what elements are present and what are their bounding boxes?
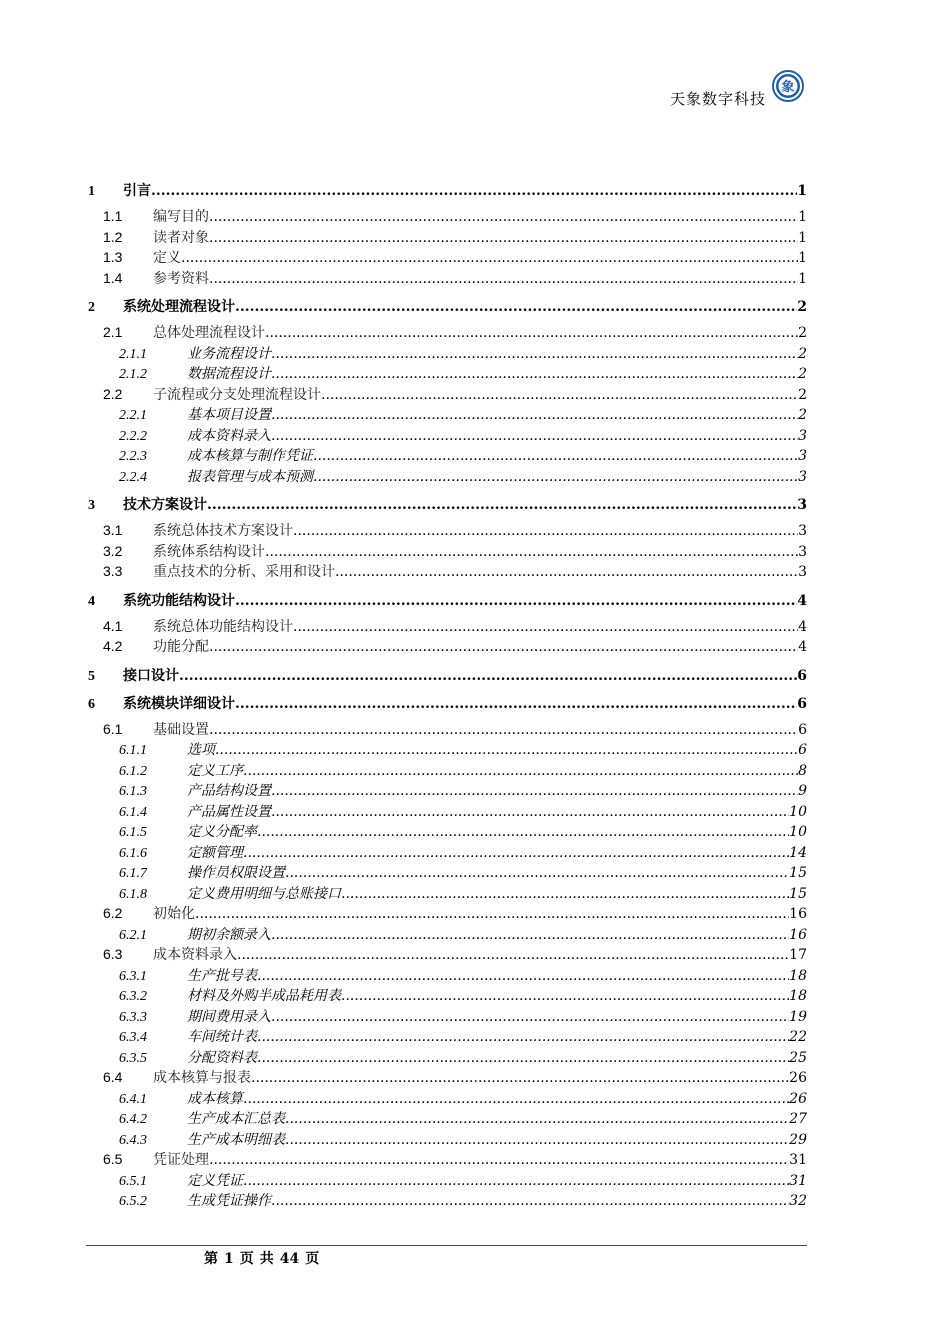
- toc-entry-title: 读者对象: [153, 229, 209, 246]
- toc-entry-number: 6.1.6: [119, 845, 147, 861]
- toc-entry-number: 6.5.1: [119, 1173, 147, 1189]
- toc-dot-leader: [285, 1111, 789, 1127]
- toc-entry-title: 车间统计表: [187, 1029, 257, 1045]
- toc-entry-number: 6: [88, 696, 95, 712]
- table-of-contents: [86, 172, 807, 1211]
- page-header: [504, 66, 804, 110]
- toc-dot-leader: [265, 325, 798, 341]
- toc-entry-title: 系统功能结构设计: [123, 592, 235, 609]
- toc-entry[interactable]: [86, 719, 807, 740]
- toc-entry[interactable]: [86, 760, 807, 781]
- toc-entry-title: 产品结构设置: [187, 783, 271, 799]
- toc-dot-leader: [209, 1152, 789, 1168]
- toc-dot-leader: [285, 865, 789, 881]
- toc-entry-page: 4: [798, 639, 807, 655]
- toc-entry[interactable]: [86, 384, 807, 405]
- toc-entry-number: 6.2.1: [119, 927, 147, 943]
- toc-dot-leader: [151, 183, 797, 199]
- toc-entry-title: 成本资料录入: [153, 947, 237, 963]
- toc-entry-title: 生成凭证操作: [187, 1193, 271, 1209]
- toc-entry-title: 成本核算与报表: [153, 1070, 251, 1086]
- toc-entry-page: 3: [798, 468, 807, 485]
- toc-entry[interactable]: [86, 780, 807, 801]
- toc-entry-page: 16: [789, 906, 807, 922]
- toc-entry-number: 3.2: [103, 542, 123, 559]
- footer-label: 共: [259, 1251, 274, 1267]
- toc-entry-page: 1: [798, 270, 807, 287]
- toc-entry-page: 2: [798, 386, 807, 403]
- toc-entry-number: 6.3.3: [119, 1009, 147, 1025]
- toc-entry-title: 重点技术的分析、采用和设计: [153, 564, 335, 580]
- toc-dot-leader: [341, 886, 789, 902]
- toc-entry-number: 1.3: [103, 249, 123, 265]
- toc-entry[interactable]: [86, 801, 807, 822]
- toc-dot-leader: [207, 497, 797, 513]
- toc-entry-title: 编写目的: [153, 209, 209, 225]
- company-logo-icon: [772, 70, 804, 102]
- toc-entry-number: 6.3.2: [119, 989, 147, 1004]
- toc-entry-page: 26: [789, 1070, 807, 1086]
- toc-dot-leader: [181, 250, 798, 266]
- toc-entry-number: 5: [88, 668, 95, 684]
- toc-dot-leader: [313, 469, 798, 485]
- toc-dot-leader: [235, 593, 797, 609]
- toc-entry-title: 系统总体功能结构设计: [153, 618, 293, 635]
- toc-entry-title: 操作员权限设置: [187, 865, 285, 881]
- toc-entry-number: 2.1: [103, 324, 123, 340]
- toc-dot-leader: [271, 804, 789, 820]
- toc-entry-page: 6: [797, 667, 807, 684]
- toc-entry-title: 定义: [153, 250, 181, 266]
- toc-entry-number: 2.2.4: [119, 469, 147, 485]
- toc-entry[interactable]: [86, 1047, 807, 1068]
- toc-entry[interactable]: [86, 541, 807, 562]
- toc-dot-leader: [271, 1009, 789, 1025]
- toc-dot-leader: [209, 722, 798, 738]
- toc-entry-number: 6.1.2: [119, 763, 147, 779]
- toc-entry-title: 定义费用明细与总账接口: [187, 885, 341, 902]
- footer-divider: [86, 1245, 807, 1246]
- toc-entry-title: 定义工序: [187, 762, 243, 779]
- toc-entry-page: 3: [798, 543, 807, 560]
- toc-entry-title: 期间费用录入: [187, 1008, 271, 1025]
- toc-entry-title: 生产成本明细表: [187, 1131, 285, 1148]
- toc-dot-leader: [243, 1091, 789, 1107]
- toc-entry[interactable]: [86, 343, 807, 364]
- toc-entry-title: 分配资料表: [187, 1049, 257, 1066]
- footer-label: 第: [204, 1251, 218, 1267]
- toc-entry[interactable]: [86, 665, 807, 685]
- toc-entry[interactable]: [86, 1190, 807, 1211]
- toc-entry-title: 生产批号表: [187, 967, 257, 984]
- toc-entry-page: 1: [797, 183, 807, 199]
- toc-entry-title: 数据流程设计: [187, 366, 271, 382]
- toc-entry-page: 31: [789, 1152, 807, 1168]
- toc-entry-title: 定额管理: [187, 844, 243, 861]
- toc-entry-page: 27: [789, 1111, 807, 1127]
- toc-dot-leader: [271, 428, 798, 444]
- toc-dot-leader: [257, 824, 789, 840]
- toc-entry[interactable]: [86, 1108, 807, 1129]
- toc-entry-page: 6: [798, 742, 807, 758]
- toc-entry-page: 2: [798, 325, 807, 341]
- toc-entry-page: 26: [789, 1090, 807, 1107]
- toc-entry[interactable]: [86, 1026, 807, 1047]
- toc-dot-leader: [271, 346, 798, 362]
- toc-entry-page: 3: [797, 497, 807, 513]
- toc-dot-leader: [271, 407, 798, 423]
- toc-dot-leader: [265, 544, 798, 560]
- toc-dot-leader: [209, 271, 798, 287]
- toc-entry-number: 6.1: [103, 720, 123, 737]
- toc-dot-leader: [293, 619, 798, 635]
- toc-entry-page: 4: [797, 592, 807, 609]
- toc-dot-leader: [313, 448, 798, 464]
- toc-entry-number: 3: [88, 498, 95, 513]
- toc-entry-page: 17: [789, 947, 807, 963]
- toc-entry-number: 6.4.2: [119, 1112, 147, 1127]
- toc-entry-number: 6.3.4: [119, 1030, 147, 1045]
- toc-entry-page: 32: [789, 1193, 807, 1209]
- toc-entry[interactable]: [86, 494, 807, 514]
- toc-entry-page: 10: [789, 803, 807, 820]
- toc-entry-number: 2.2.3: [119, 449, 147, 464]
- toc-dot-leader: [179, 668, 797, 684]
- toc-entry-number: 6.2: [103, 905, 123, 921]
- toc-entry[interactable]: [86, 842, 807, 863]
- toc-entry-page: 19: [789, 1008, 807, 1025]
- toc-entry-number: 6.1.7: [119, 866, 147, 881]
- toc-entry-page: 1: [798, 229, 807, 246]
- toc-entry-number: 6.1.1: [119, 743, 147, 758]
- toc-entry-title: 初始化: [153, 906, 195, 922]
- toc-entry-page: 2: [798, 407, 807, 423]
- toc-entry-number: 6.4.3: [119, 1132, 147, 1148]
- toc-entry-number: 4.1: [103, 617, 123, 634]
- toc-entry[interactable]: [86, 247, 807, 268]
- toc-entry[interactable]: [86, 520, 807, 541]
- toc-entry-page: 10: [789, 824, 807, 840]
- toc-dot-leader: [243, 763, 798, 779]
- toc-entry-number: 2.2.1: [119, 408, 147, 423]
- toc-entry-number: 2: [88, 300, 95, 315]
- toc-entry-number: 6.5: [103, 1151, 123, 1167]
- toc-entry-number: 2.1.2: [119, 367, 147, 382]
- toc-entry-title: 技术方案设计: [123, 497, 207, 513]
- toc-entry-page: 3: [798, 564, 807, 580]
- toc-entry-page: 31: [789, 1172, 807, 1189]
- toc-entry-title: 功能分配: [153, 639, 209, 655]
- toc-dot-leader: [341, 988, 789, 1004]
- toc-entry-page: 6: [797, 695, 807, 712]
- toc-entry-title: 生产成本汇总表: [187, 1111, 285, 1127]
- toc-dot-leader: [271, 927, 789, 943]
- toc-dot-leader: [271, 1193, 789, 1209]
- toc-dot-leader: [195, 906, 789, 922]
- toc-dot-leader: [215, 742, 798, 758]
- toc-entry-title: 报表管理与成本预测: [187, 468, 313, 485]
- toc-entry-number: 1.1: [103, 208, 123, 224]
- toc-entry[interactable]: [86, 322, 807, 343]
- toc-dot-leader: [257, 1029, 789, 1045]
- toc-dot-leader: [235, 299, 797, 315]
- toc-entry-page: 9: [798, 783, 807, 799]
- toc-entry-page: 3: [798, 427, 807, 444]
- toc-entry-number: 1.4: [103, 269, 123, 286]
- toc-entry-number: 6.1.3: [119, 784, 147, 799]
- toc-entry[interactable]: [86, 363, 807, 384]
- toc-entry[interactable]: [86, 883, 807, 904]
- toc-dot-leader: [271, 783, 798, 799]
- toc-dot-leader: [293, 523, 798, 539]
- toc-entry-number: 6.3: [103, 946, 123, 962]
- toc-entry[interactable]: [86, 924, 807, 945]
- toc-dot-leader: [257, 1050, 789, 1066]
- toc-entry[interactable]: [86, 965, 807, 986]
- toc-entry-page: 1: [798, 250, 807, 266]
- footer-current-page: 1: [224, 1251, 234, 1267]
- toc-entry-page: 15: [789, 885, 807, 902]
- toc-entry-page: 18: [789, 967, 807, 984]
- toc-entry-title: 成本核算: [187, 1090, 243, 1107]
- toc-entry-page: 6: [798, 721, 807, 738]
- toc-entry-title: 系统模块详细设计: [123, 695, 235, 712]
- toc-dot-leader: [321, 387, 798, 403]
- toc-entry-number: 1: [88, 184, 95, 199]
- toc-entry-title: 基础设置: [153, 721, 209, 738]
- toc-entry[interactable]: [86, 561, 807, 582]
- toc-entry-number: 3.1: [103, 522, 123, 538]
- toc-entry-title: 系统体系结构设计: [153, 543, 265, 560]
- toc-entry-number: 6.3.1: [119, 968, 147, 984]
- toc-entry-title: 系统处理流程设计: [123, 299, 235, 315]
- toc-entry-title: 期初余额录入: [187, 926, 271, 943]
- toc-entry-title: 材料及外购半成品耗用表: [187, 988, 341, 1004]
- toc-entry-page: 3: [798, 523, 807, 539]
- toc-entry[interactable]: [86, 985, 807, 1006]
- toc-entry-title: 引言: [123, 183, 151, 199]
- page-footer: [204, 1248, 325, 1268]
- toc-entry[interactable]: [86, 1088, 807, 1109]
- toc-entry-number: 2.2: [103, 385, 123, 402]
- toc-entry-number: 6.3.5: [119, 1050, 147, 1066]
- toc-dot-leader: [209, 209, 798, 225]
- toc-entry-title: 系统总体技术方案设计: [153, 523, 293, 539]
- toc-entry-page: 18: [789, 988, 807, 1004]
- toc-entry[interactable]: [86, 206, 807, 227]
- toc-entry-title: 定义分配率: [187, 824, 257, 840]
- toc-entry-title: 成本资料录入: [187, 427, 271, 444]
- toc-entry-title: 选项: [187, 742, 215, 758]
- toc-entry[interactable]: [86, 268, 807, 289]
- toc-dot-leader: [243, 845, 789, 861]
- toc-dot-leader: [209, 230, 798, 246]
- toc-entry-page: 25: [789, 1049, 807, 1066]
- toc-entry-title: 子流程或分支处理流程设计: [153, 386, 321, 403]
- toc-entry-page: 4: [798, 618, 807, 635]
- footer-label: 页: [305, 1251, 320, 1267]
- toc-entry-number: 4.2: [103, 638, 123, 654]
- toc-entry[interactable]: [86, 862, 807, 883]
- footer-label: 页: [239, 1251, 254, 1267]
- toc-dot-leader: [237, 947, 789, 963]
- toc-entry-page: 8: [798, 762, 807, 779]
- svg-text:象: 象: [781, 80, 795, 95]
- toc-entry[interactable]: [86, 636, 807, 657]
- toc-entry-number: 6.1.4: [119, 804, 147, 820]
- toc-entry-title: 成本核算与制作凭证: [187, 448, 313, 464]
- toc-dot-leader: [235, 696, 797, 712]
- toc-entry[interactable]: [86, 404, 807, 425]
- toc-entry[interactable]: [86, 180, 807, 200]
- toc-entry-page: 22: [789, 1029, 807, 1045]
- toc-entry[interactable]: [86, 1149, 807, 1170]
- toc-dot-leader: [243, 1173, 789, 1189]
- toc-entry[interactable]: [86, 1170, 807, 1191]
- toc-entry-number: 6.1.8: [119, 886, 147, 902]
- toc-dot-leader: [271, 366, 798, 382]
- toc-dot-leader: [285, 1132, 789, 1148]
- toc-entry-title: 总体处理流程设计: [153, 325, 265, 341]
- toc-entry[interactable]: [86, 821, 807, 842]
- toc-entry[interactable]: [86, 1067, 807, 1088]
- toc-entry[interactable]: [86, 1129, 807, 1150]
- toc-dot-leader: [209, 639, 798, 655]
- toc-entry-title: 凭证处理: [153, 1152, 209, 1168]
- toc-entry-title: 定义凭证: [187, 1172, 243, 1189]
- toc-entry[interactable]: [86, 739, 807, 760]
- toc-entry-number: 2.1.1: [119, 346, 147, 362]
- toc-entry-title: 基本项目设置: [187, 407, 271, 423]
- toc-entry-page: 1: [798, 209, 807, 225]
- toc-entry-page: 3: [798, 448, 807, 464]
- toc-entry-title: 参考资料: [153, 270, 209, 287]
- toc-entry[interactable]: [86, 693, 807, 713]
- toc-entry-page: 2: [797, 299, 807, 315]
- toc-dot-leader: [257, 968, 789, 984]
- toc-entry[interactable]: [86, 466, 807, 487]
- company-name: 天象数字科技: [669, 90, 766, 108]
- toc-dot-leader: [335, 564, 798, 580]
- toc-entry[interactable]: [86, 903, 807, 924]
- toc-entry-number: 4: [88, 593, 95, 609]
- toc-entry[interactable]: [86, 425, 807, 446]
- toc-entry-page: 29: [789, 1131, 807, 1148]
- toc-entry[interactable]: [86, 616, 807, 637]
- toc-entry[interactable]: [86, 590, 807, 610]
- toc-entry-number: 6.4.1: [119, 1091, 147, 1107]
- footer-total-pages: 44: [279, 1251, 300, 1267]
- toc-entry-number: 6.4: [103, 1069, 123, 1085]
- toc-entry-title: 接口设计: [123, 667, 179, 684]
- toc-entry[interactable]: [86, 296, 807, 316]
- toc-entry-number: 3.3: [103, 563, 123, 579]
- toc-entry-number: 6.5.2: [119, 1194, 147, 1209]
- toc-entry[interactable]: [86, 227, 807, 248]
- toc-entry-title: 产品属性设置: [187, 803, 271, 820]
- toc-entry-page: 15: [789, 865, 807, 881]
- toc-entry-number: 1.2: [103, 228, 123, 245]
- toc-entry-page: 2: [798, 345, 807, 362]
- toc-entry-number: 2.2.2: [119, 428, 147, 444]
- toc-entry-page: 14: [789, 844, 807, 861]
- toc-dot-leader: [251, 1070, 789, 1086]
- toc-entry-number: 6.1.5: [119, 825, 147, 840]
- toc-entry[interactable]: [86, 1006, 807, 1027]
- toc-entry-page: 2: [798, 366, 807, 382]
- toc-entry-page: 16: [789, 926, 807, 943]
- toc-entry[interactable]: [86, 944, 807, 965]
- toc-entry-title: 业务流程设计: [187, 345, 271, 362]
- toc-entry[interactable]: [86, 445, 807, 466]
